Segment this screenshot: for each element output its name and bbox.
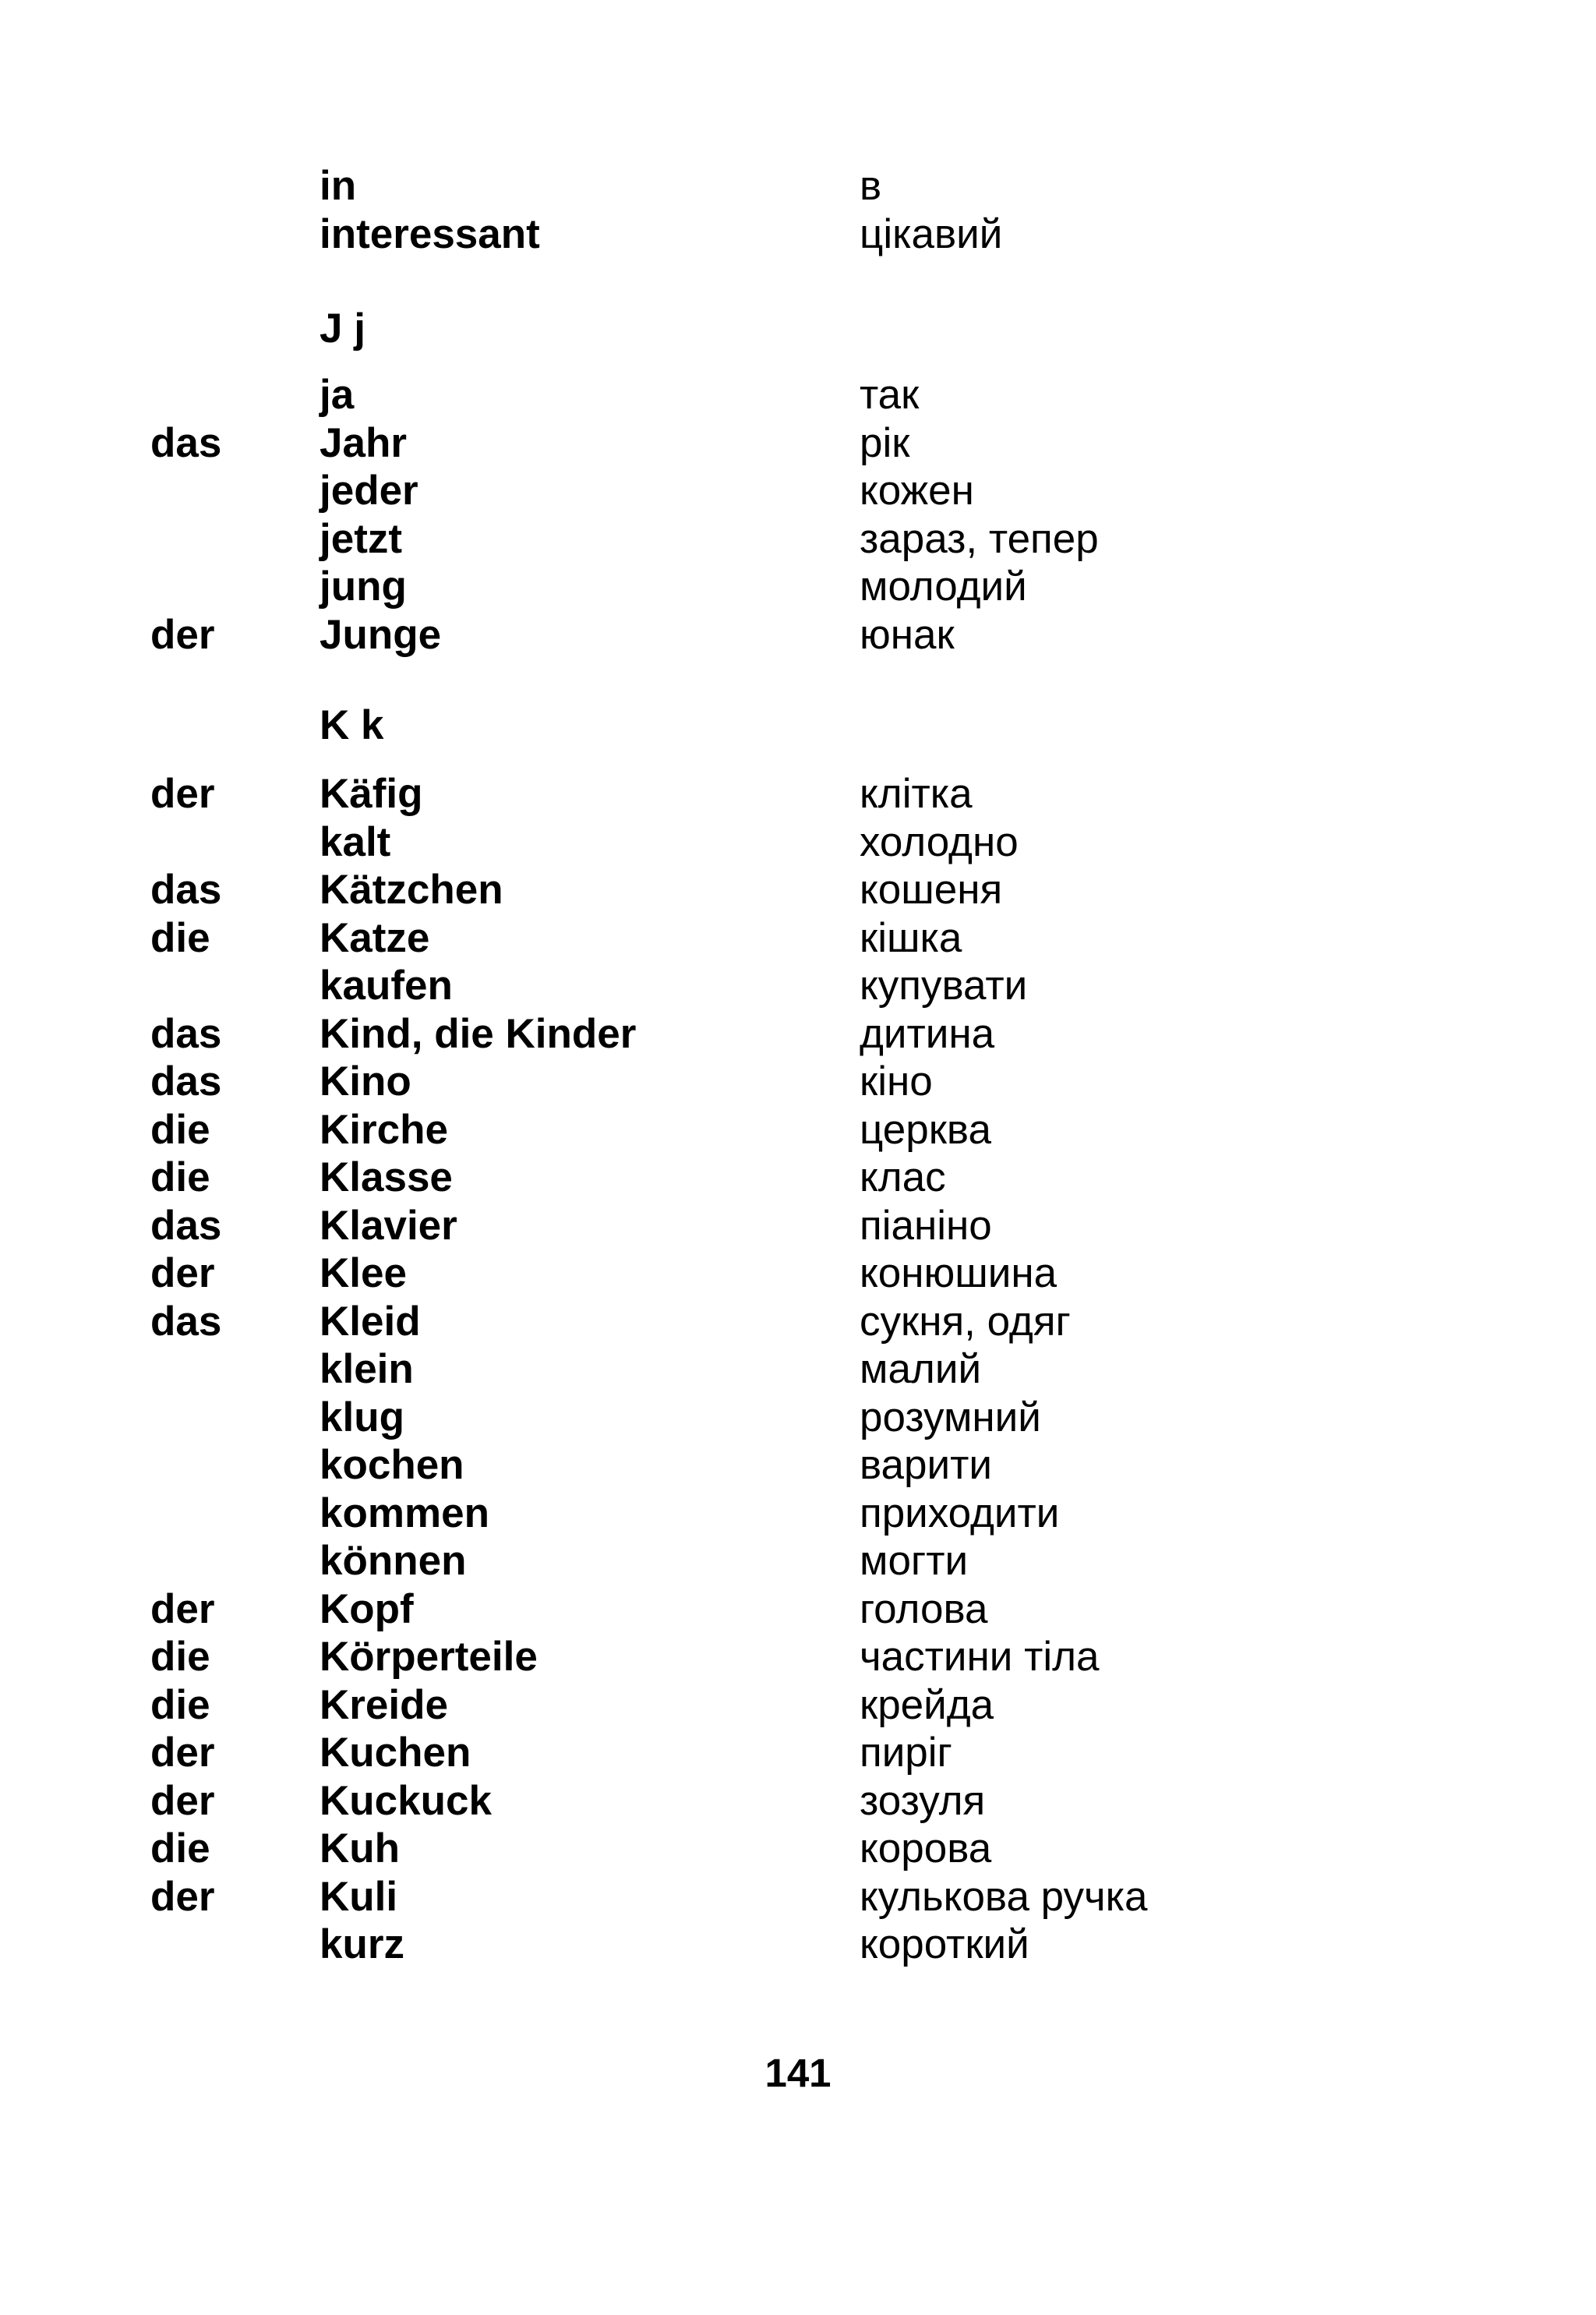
entry-translation: холодно <box>860 818 1019 865</box>
dictionary-entry <box>0 866 1596 914</box>
dictionary-entry <box>0 162 1596 210</box>
entry-translation: церква <box>860 1106 991 1153</box>
dictionary-entry <box>0 770 1596 818</box>
entry-article: der <box>150 611 215 658</box>
entry-word: Kleid <box>320 1298 421 1345</box>
entry-translation: молодий <box>860 564 1027 610</box>
entry-article: der <box>150 771 215 817</box>
entry-translation: приходити <box>860 1490 1060 1536</box>
entry-article: die <box>150 1634 210 1680</box>
entry-article: das <box>150 867 222 913</box>
entry-translation: сукня, одяг <box>860 1298 1071 1345</box>
dictionary-entry <box>0 563 1596 611</box>
entry-translation: розумний <box>860 1394 1041 1440</box>
entry-word: klein <box>320 1346 414 1392</box>
entry-word: Kopf <box>320 1585 414 1632</box>
entry-article: das <box>150 1298 222 1345</box>
dictionary-entry <box>0 1777 1596 1825</box>
section-heading-k: K k <box>320 702 384 748</box>
entry-translation: частини тіла <box>860 1634 1100 1680</box>
dictionary-entry <box>0 1585 1596 1634</box>
dictionary-entry <box>0 1298 1596 1346</box>
section-j-entries <box>0 371 1596 659</box>
entry-translation: варити <box>860 1442 992 1488</box>
entry-translation: юнак <box>860 611 955 658</box>
entry-translation: кожен <box>860 468 974 514</box>
entry-translation: кошеня <box>860 867 1003 913</box>
entry-article: das <box>150 419 222 466</box>
entry-word: Kätzchen <box>320 867 503 913</box>
entry-word: Kind, die Kinder <box>320 1010 637 1057</box>
dictionary-entry <box>0 1921 1596 1969</box>
entry-translation: зозуля <box>860 1777 986 1824</box>
dictionary-entry <box>0 1106 1596 1154</box>
dictionary-entry <box>0 515 1596 564</box>
entry-word: Klasse <box>320 1154 453 1200</box>
entry-article: die <box>150 1681 210 1728</box>
entry-translation: кулькова ручка <box>860 1873 1148 1920</box>
entry-translation: кіно <box>860 1059 933 1104</box>
entry-translation: могти <box>860 1538 969 1584</box>
section-i-entries <box>0 162 1596 258</box>
entry-translation: корова <box>860 1825 992 1871</box>
dictionary-entry <box>0 1394 1596 1442</box>
entry-word: interessant <box>320 210 540 257</box>
entry-word: Junge <box>320 611 442 658</box>
entry-translation: конюшина <box>860 1250 1058 1296</box>
entry-word: Käfig <box>320 771 423 817</box>
entry-word: Kuchen <box>320 1730 471 1776</box>
entry-translation: піаніно <box>860 1202 992 1249</box>
entry-word: Kuh <box>320 1825 401 1871</box>
entry-translation: короткий <box>860 1921 1029 1967</box>
dictionary-entry <box>0 1537 1596 1585</box>
section-heading-j: J j <box>320 306 365 352</box>
entry-article: der <box>150 1777 215 1824</box>
dictionary-entry <box>0 1010 1596 1059</box>
dictionary-entry <box>0 1490 1596 1538</box>
entry-word: klug <box>320 1394 404 1440</box>
entry-translation: так <box>860 372 920 418</box>
entry-translation: купувати <box>860 963 1028 1009</box>
dictionary-entry <box>0 419 1596 468</box>
entry-word: Katze <box>320 914 430 961</box>
entry-article: die <box>150 1106 210 1153</box>
entry-word: Jahr <box>320 419 407 466</box>
entry-word: Kuli <box>320 1873 398 1920</box>
dictionary-entry <box>0 962 1596 1010</box>
entry-article: der <box>150 1730 215 1776</box>
dictionary-entry <box>0 1681 1596 1730</box>
dictionary-entry <box>0 1873 1596 1921</box>
entry-word: Kino <box>320 1059 411 1104</box>
entry-word: jung <box>320 564 407 610</box>
dictionary-entry <box>0 210 1596 259</box>
entry-article: das <box>150 1059 222 1104</box>
entry-word: kochen <box>320 1442 464 1488</box>
entry-translation: малий <box>860 1346 982 1392</box>
entry-article: der <box>150 1873 215 1920</box>
entry-word: kurz <box>320 1921 404 1967</box>
dictionary-entry <box>0 371 1596 419</box>
entry-translation: рік <box>860 419 910 466</box>
entry-word: kommen <box>320 1490 489 1536</box>
page-number: 141 <box>764 2051 832 2095</box>
entry-word: kaufen <box>320 963 453 1009</box>
section-k-entries <box>0 770 1596 1969</box>
dictionary-entry <box>0 1729 1596 1777</box>
entry-article: der <box>150 1585 215 1632</box>
entry-word: Klee <box>320 1250 407 1296</box>
entry-word: Klavier <box>320 1202 457 1249</box>
entry-translation: в <box>860 163 882 209</box>
dictionary-entry <box>0 1202 1596 1250</box>
entry-translation: клітка <box>860 771 973 817</box>
entry-article: die <box>150 1154 210 1200</box>
entry-article: das <box>150 1202 222 1249</box>
dictionary-entry <box>0 1345 1596 1394</box>
entry-word: kalt <box>320 818 391 865</box>
entry-translation: пиріг <box>860 1730 952 1776</box>
dictionary-entry <box>0 467 1596 515</box>
entry-translation: зараз, тепер <box>860 515 1099 562</box>
entry-article: das <box>150 1010 222 1057</box>
dictionary-entry <box>0 914 1596 963</box>
entry-word: in <box>320 163 357 209</box>
dictionary-entry <box>0 1825 1596 1873</box>
entry-word: Kuckuck <box>320 1777 492 1824</box>
entry-translation: голова <box>860 1585 988 1632</box>
dictionary-entry <box>0 818 1596 867</box>
entry-article: die <box>150 1825 210 1871</box>
dictionary-entry <box>0 1154 1596 1202</box>
dictionary-entry <box>0 1058 1596 1106</box>
entry-word: jeder <box>320 468 418 514</box>
dictionary-entry <box>0 611 1596 659</box>
dictionary-entry <box>0 1633 1596 1681</box>
entry-word: ja <box>320 372 355 418</box>
entry-word: Kirche <box>320 1106 448 1153</box>
entry-word: Kreide <box>320 1681 448 1728</box>
entry-translation: клас <box>860 1154 946 1200</box>
entry-translation: крейда <box>860 1681 994 1728</box>
entry-word: jetzt <box>320 515 402 562</box>
entry-translation: цікавий <box>860 210 1003 257</box>
entry-word: können <box>320 1538 467 1584</box>
entry-translation: кішка <box>860 914 962 961</box>
entry-word: Körperteile <box>320 1634 538 1680</box>
dictionary-entry <box>0 1441 1596 1490</box>
entry-article: der <box>150 1250 215 1296</box>
entry-translation: дитина <box>860 1010 995 1057</box>
entry-article: die <box>150 914 210 961</box>
dictionary-entry <box>0 1249 1596 1298</box>
